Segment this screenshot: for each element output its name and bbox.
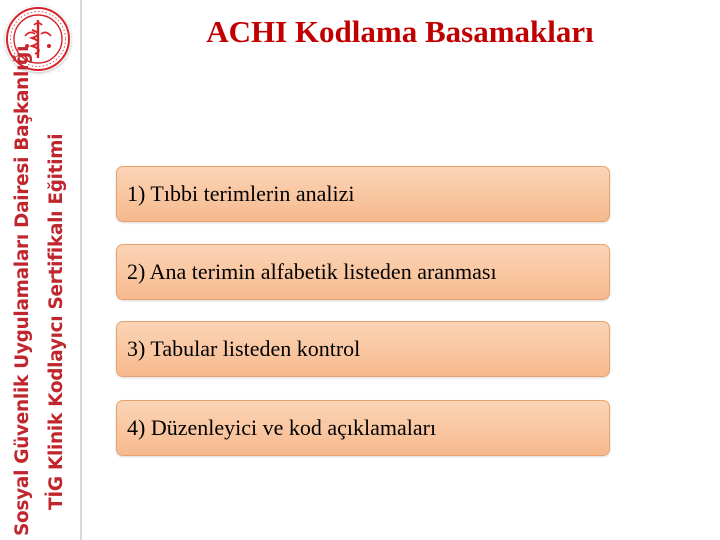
page-title: ACHI Kodlama Basamakları <box>206 14 594 49</box>
sidebar <box>0 0 82 540</box>
step-item-3 <box>116 321 610 377</box>
step-item-1 <box>116 166 610 222</box>
sidebar-department-text: Sosyal Güvenlik Uygulamaları Dairesi Başkanlığı <box>12 45 33 536</box>
steps-list <box>116 166 610 478</box>
step-label: 2) Ana terimin alfabetik listeden aranması <box>127 259 497 284</box>
step-item-4 <box>116 400 610 456</box>
sidebar-training-text: TİG Klinik Kodlayıcı Sertifikalı Eğitimi <box>46 133 67 510</box>
step-label: 4) Düzenleyici ve kod açıklamaları <box>127 415 437 440</box>
step-label: 3) Tabular listeden kontrol <box>127 336 361 361</box>
step-item-2 <box>116 244 610 300</box>
step-label: 1) Tıbbi terimlerin analizi <box>127 181 355 206</box>
